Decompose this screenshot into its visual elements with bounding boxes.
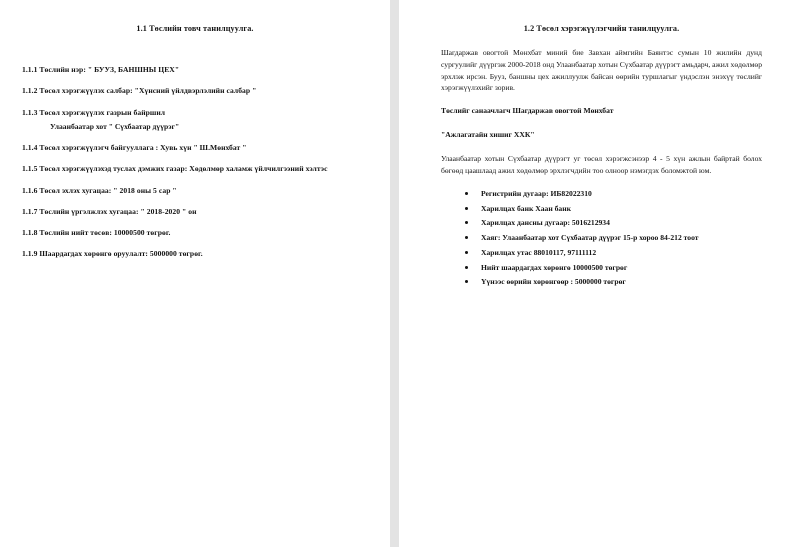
item-1-1-3: 1.1.3 Төсөл хэрэгжүүлэх газрын байршил [22,107,166,117]
item-1-1-8: 1.1.8 Төслийн нийт төсөв: 10000500 төгрөг. [22,228,171,237]
list-item [465,277,762,287]
details-list [441,189,762,288]
bullet-dot-icon [465,207,468,210]
item-1-1-2: 1.1.2 Төсөл хэрэгжүүлэх салбар: "Хүнсний үйлдвэрлэлийн салбар " [22,86,257,96]
heading-spacer [22,33,368,65]
item-1-1-4: 1.1.4 Төсөл хэрэгжүүлэгч байгууллага : Хувь хүн " Ш.Мөнхбат " [22,143,247,152]
list-item [465,218,762,228]
page-gutter [390,0,399,547]
page-right [399,0,798,547]
initiator-line: Төслийг санаачлагч Шагдаржав овогтой Мөнхбат [441,106,614,116]
detail-text: Харилцах дансны дугаар: 5016212934 [481,218,610,228]
company-line: "Ажлагатайн хишиг ХХК" [441,129,535,139]
list-item [465,263,762,273]
list-item [465,189,762,199]
page-left [0,0,390,547]
bullet-dot-icon [465,280,468,283]
detail-text: Харилцах утас 88010117, 97111112 [481,247,597,257]
item-1-1-7: 1.1.7 Төслийн үргэлжлэх хугацаа: " 2018-2020 " он [22,206,197,216]
heading-spacer [441,33,762,47]
bullet-dot-icon [465,251,468,254]
list-item [465,248,762,258]
bullet-dot-icon [465,192,468,195]
intro-paragraph: Шагдаржав овогтой Мөнхбат миний бие Завхан аймгийн Баянтэс сумын 10 жилийн дунд сургуулийг дүүргэж 2000-2018 онд Улаанбаатар хотын Сүхбаатар дүүрэгт амьдарч, ажил хөдөлмөр эрхлэж ирсэн. Бууз, баншны цех ажиллуулж байсан өөрийн туршлагыг үндэслэн энэхүү төслийг хэрэгжүүлэхийг зорив. [441,48,762,93]
item-1-1-5: 1.1.5 Төсөл хэрэгжүүлэхэд туслах дэмжих газар: Хөдөлмөр халамж үйлчилгээний хэлтэс [22,164,328,174]
item-1-1-6: 1.1.6 Төсөл эхлэх хугацаа: " 2018 оны 5 сар " [22,185,177,195]
detail-text: Хаяг: Улаанбаатар хот Сүхбаатар дүүрэг 15-р хороо 84-212 тоот [481,233,699,243]
item-1-1-3-location: Улаанбаатар хот " Сүхбаатар дүүрэг" [50,121,180,131]
bullet-dot-icon [465,221,468,224]
item-1-1-1: 1.1.1 Төслийн нэр: " БУУЗ, БАНШНЫ ЦЕХ" [22,65,180,74]
bullet-dot-icon [465,236,468,239]
list-item [465,204,762,214]
left-page-heading: 1.1 Төслийн товч танилцуулга. [136,24,254,33]
detail-text: Харилцах банк Хаан банк [481,203,571,213]
right-page-heading: 1.2 Төсөл хэрэгжүүлэгчийн танилцуулга. [523,24,680,33]
detail-text: Регистрийн дугаар: ИБ82022310 [481,188,592,198]
bullet-dot-icon [465,266,468,269]
list-item [465,233,762,243]
detail-text: Нийт шаардагдах хөрөнгө 10000500 төгрөг [481,262,628,272]
detail-text: Үүнээс өөрийн хөрөнгөөр : 5000000 төгрөг [481,277,626,287]
employment-paragraph: Улаанбаатар хотын Сүхбаатар дүүрэгт уг төсөл хэрэгжсэнээр 4 - 5 хүн ажлын байртай болох бөгөөд цаашлаад ажил хөдөлмөр эрхлэгчдийн тоо олноор нэмэгдэх боломжтой юм. [441,154,762,176]
item-1-1-9: 1.1.9 Шаардагдах хөрөнгө оруулалт: 5000000 төгрөг. [22,249,203,259]
